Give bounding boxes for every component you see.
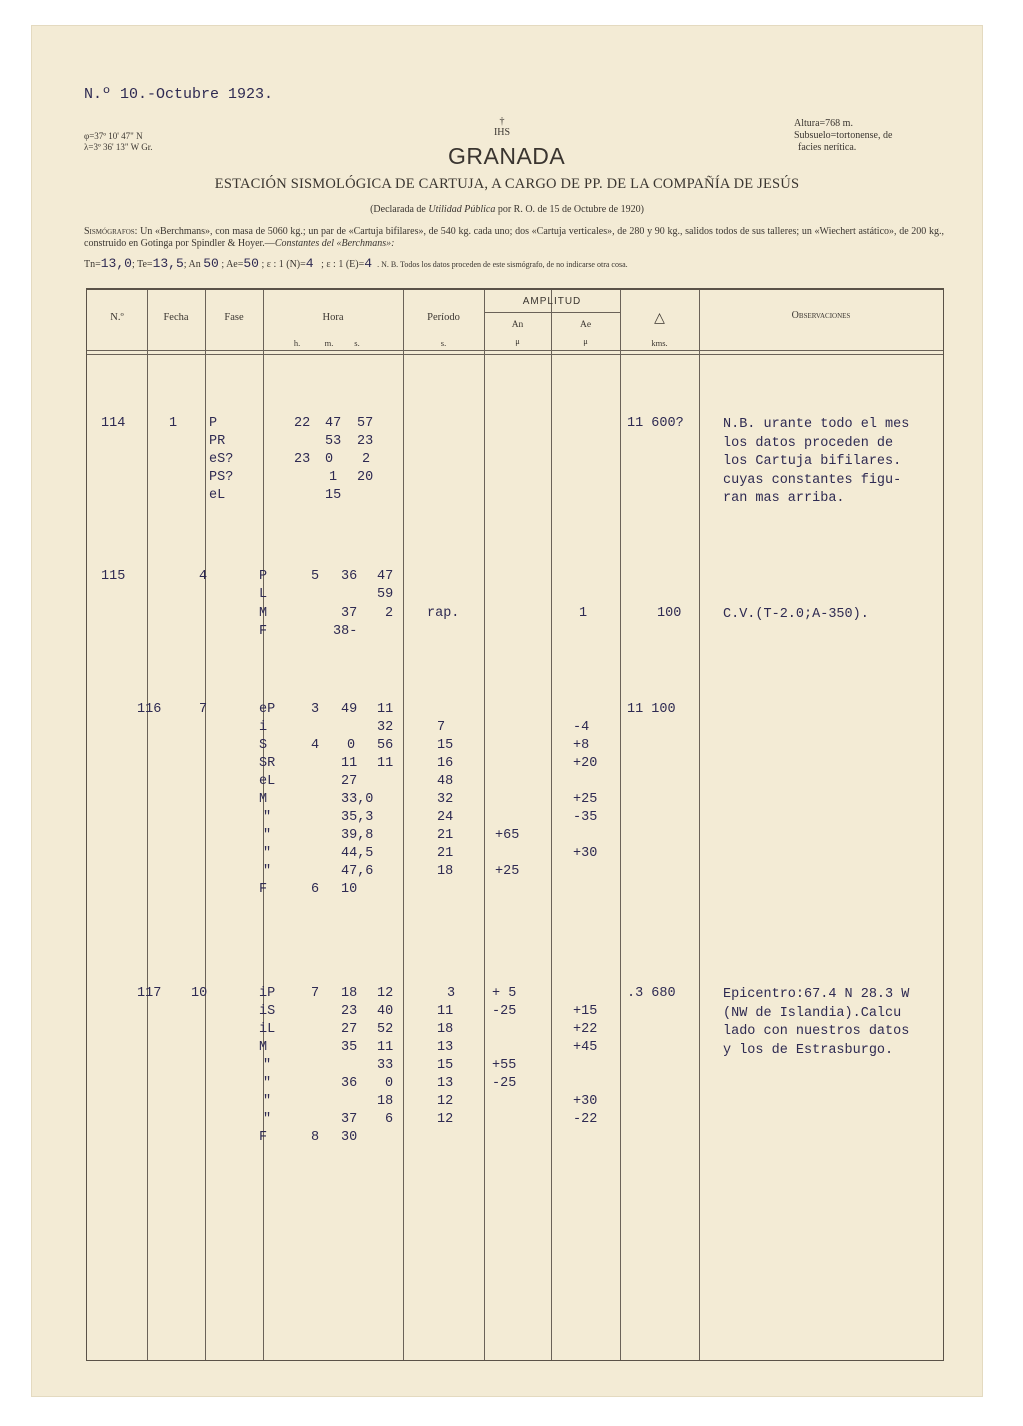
amplitude-n: -25 — [492, 1076, 517, 1091]
phase: " — [263, 1094, 272, 1109]
amplitude-e: +22 — [573, 1022, 598, 1037]
quake-date: 10 — [191, 986, 208, 1001]
city-title: GRANADA — [448, 143, 566, 169]
unit-an: μ — [515, 336, 520, 346]
phase: PR — [209, 434, 226, 449]
col-fecha: Fecha — [163, 312, 189, 323]
phase: iP — [259, 986, 276, 1001]
quake-distance: 100 — [657, 606, 682, 621]
hour: 22 — [294, 416, 311, 431]
quake-date: 4 — [199, 569, 208, 584]
observation-block — [723, 569, 869, 625]
period: 3 — [447, 986, 456, 1001]
observation-line: los datos proceden de — [723, 435, 894, 451]
phase: SR — [259, 756, 276, 771]
tn-value: 13,0 — [100, 256, 132, 271]
period: 7 — [437, 720, 446, 735]
minute: 11 — [341, 756, 358, 771]
phase: L — [259, 587, 268, 602]
ae-label: ; Ae= — [221, 259, 244, 270]
second: 12 — [377, 986, 394, 1001]
seismic-table — [86, 288, 944, 1361]
amplitude-n: + 5 — [492, 986, 517, 1001]
second: 23 — [357, 434, 374, 449]
period: 15 — [437, 1058, 454, 1073]
ee-label: ; ε : 1 (E)= — [321, 259, 365, 270]
phase: M — [259, 606, 268, 621]
phase: " — [263, 828, 272, 843]
latitude: φ=37º 10' 47" N — [84, 131, 143, 141]
second: 32 — [377, 720, 394, 735]
phase: " — [263, 864, 272, 879]
second: 11 — [377, 702, 394, 717]
period: 48 — [437, 774, 454, 789]
second: 0 — [385, 1076, 394, 1091]
minute: 27 — [341, 774, 358, 789]
minute: 27 — [341, 1022, 358, 1037]
constants-line — [84, 256, 628, 271]
observation-line: ran mas arriba. — [723, 491, 845, 506]
minute: 49 — [341, 702, 358, 717]
col-ae: Ae — [579, 320, 592, 330]
ee-value: 4 — [364, 256, 373, 271]
quake-distance: 11 100 — [627, 702, 676, 717]
quake-number: 114 — [101, 416, 126, 431]
declaration-suffix: por R. O. de 15 de Octubre de 1920) — [495, 204, 644, 215]
hour: 4 — [311, 738, 320, 753]
second: 57 — [357, 416, 374, 431]
period: 16 — [437, 756, 454, 771]
declaration-italic: Utilidad Pública — [428, 204, 496, 215]
instruments-body: Un «Berchmans», con masa de 5060 kg.; un par de «Cartuja bifilares», de 540 kg. cada uno; dos «Cartuja verticales», de 280 y 90 kg., salidos todos de sus talleres; un «Wiechert astático», de 200 kg., construido en Gotinga por Spindler & Hoyer.— — [84, 226, 944, 249]
declaration-prefix: (Declarada de — [370, 204, 429, 215]
second: 47 — [377, 569, 394, 584]
phase: i — [259, 720, 268, 735]
minute: 10 — [341, 882, 358, 897]
phase: M — [259, 792, 268, 807]
note: . N. B. Todos los datos proceden de este sismógrafo, de no indicarse otra cosa. — [377, 260, 628, 269]
site-info — [794, 118, 892, 154]
unit-h: h. — [293, 338, 301, 348]
observation-line: (NW de Islandia).Calcu — [723, 1005, 902, 1021]
unit-s: s. — [354, 338, 360, 348]
col-line — [551, 290, 552, 1360]
minute: 35 — [341, 1040, 358, 1055]
col-line — [699, 290, 700, 1360]
col-line — [484, 290, 485, 1360]
te-label: ; Te= — [131, 259, 153, 270]
col-line — [620, 290, 621, 1360]
col-periodo: Período — [427, 312, 460, 323]
phase: S — [259, 738, 268, 753]
header-bottom-line-2 — [87, 354, 943, 355]
ihs-emblem — [472, 116, 532, 138]
amplitude-e: -35 — [573, 810, 598, 825]
minute: 23 — [341, 1004, 358, 1019]
phase: iL — [259, 1022, 276, 1037]
second: 6 — [385, 1112, 394, 1127]
unit-ae: μ — [583, 336, 588, 346]
phase: eS? — [209, 452, 234, 467]
phase: " — [263, 1076, 272, 1091]
delta-icon: △ — [654, 311, 665, 326]
minute: 15 — [325, 488, 342, 503]
period: 15 — [437, 738, 454, 753]
altitude: Altura=768 m. — [794, 118, 853, 129]
minute: 53 — [325, 434, 342, 449]
phase: " — [263, 1058, 272, 1073]
amplitude-e: +25 — [573, 792, 598, 807]
instruments-label: Sismógrafos: — [84, 226, 138, 237]
col-an: An — [511, 320, 524, 330]
observation-line — [723, 569, 869, 588]
col-fase: Fase — [224, 312, 244, 323]
minute: 30 — [341, 1130, 358, 1145]
quake-date: 7 — [199, 702, 208, 717]
amplitude-e: -4 — [573, 720, 590, 735]
header-bottom-line — [87, 350, 943, 351]
quake-distance: 11 600? — [627, 416, 684, 431]
amplitude-e: +15 — [573, 1004, 598, 1019]
amplitude-n: -25 — [492, 1004, 517, 1019]
quake-date: 1 — [169, 416, 178, 431]
facies: facies nerítica. — [798, 142, 857, 153]
observation-line: lado con nuestros datos — [723, 1024, 910, 1039]
unit-periodo: s. — [440, 338, 447, 348]
observation-block — [723, 416, 909, 509]
cross-icon: † — [499, 116, 505, 127]
amplitude-e: +20 — [573, 756, 598, 771]
second: 11 — [377, 1040, 394, 1055]
hour: 8 — [311, 1130, 320, 1145]
phase: " — [263, 846, 272, 861]
document-sheet — [32, 26, 982, 1396]
hour: 3 — [311, 702, 320, 717]
second: 20 — [357, 470, 374, 485]
amplitude-e: 1 — [579, 606, 588, 621]
minute: 37 — [341, 606, 358, 621]
col-line — [263, 290, 264, 1360]
minute: 47 — [325, 416, 342, 431]
coordinates — [84, 131, 152, 153]
amplitude-e: -22 — [573, 1112, 598, 1127]
instruments-text — [84, 226, 944, 250]
period: 18 — [437, 864, 454, 879]
col-amplitud: AMPLITUD — [522, 296, 582, 307]
hour: 23 — [294, 452, 311, 467]
col-line — [147, 290, 148, 1360]
period: 13 — [437, 1040, 454, 1055]
minute: 36 — [341, 569, 358, 584]
phase: P — [209, 416, 218, 431]
te-value: 13,5 — [152, 256, 184, 271]
minute: 33,0 — [341, 792, 374, 807]
minute: 36 — [341, 1076, 358, 1091]
period: rap. — [427, 606, 460, 621]
second: 2 — [362, 452, 371, 467]
hour: 6 — [311, 882, 320, 897]
second: 18 — [377, 1094, 394, 1109]
phase: PS? — [209, 470, 234, 485]
declaration — [32, 204, 982, 215]
observation-line: C.V.(T-2.0;A-350). — [723, 607, 869, 622]
period: 21 — [437, 846, 454, 861]
observation-line: y los de Estrasburgo. — [723, 1042, 894, 1058]
period: 12 — [437, 1094, 454, 1109]
an-value: 50 — [203, 256, 219, 271]
col-line — [403, 290, 404, 1360]
col-observaciones: Observaciones — [791, 310, 851, 321]
unit-kms: kms. — [651, 338, 668, 348]
phase: eL — [209, 488, 226, 503]
subsoil: Subsuelo=tortonense, de — [794, 130, 893, 141]
second: 59 — [377, 587, 394, 602]
col-no: N.º — [110, 312, 124, 323]
period: 11 — [437, 1004, 454, 1019]
observation-line — [723, 588, 869, 607]
phase: F — [259, 624, 268, 639]
minute: 35,3 — [341, 810, 374, 825]
hour: 7 — [311, 986, 320, 1001]
phase: F — [259, 1130, 268, 1145]
phase: eP — [259, 702, 276, 717]
phase: M — [259, 1040, 268, 1055]
col-hora: Hora — [322, 312, 344, 323]
en-value: 4 — [305, 256, 314, 271]
period: 21 — [437, 828, 454, 843]
amplitude-e: +45 — [573, 1040, 598, 1055]
en-label: ; ε : 1 (N)= — [261, 259, 306, 270]
period: 12 — [437, 1112, 454, 1127]
hour: 5 — [311, 569, 320, 584]
amplitude-n: +55 — [492, 1058, 517, 1073]
amplitude-e: +8 — [573, 738, 590, 753]
minute: 0 — [325, 452, 334, 467]
phase: iS — [259, 1004, 276, 1019]
second: 33 — [377, 1058, 394, 1073]
minute: 38- — [333, 624, 358, 639]
ae-value: 50 — [243, 256, 259, 271]
constants-title: Constantes del «Berchmans»: — [274, 238, 395, 249]
ihs-monogram: IHS — [493, 127, 511, 138]
amplitude-e: +30 — [573, 846, 598, 861]
observation-line: cuyas constantes figu- — [723, 472, 902, 488]
second: 40 — [377, 1004, 394, 1019]
period: 24 — [437, 810, 454, 825]
minute: 18 — [341, 986, 358, 1001]
minute: 39,8 — [341, 828, 374, 843]
second: 52 — [377, 1022, 394, 1037]
minute: 0 — [347, 738, 356, 753]
quake-distance: .3 680 — [627, 986, 676, 1001]
minute: 1 — [329, 470, 338, 485]
second: 2 — [385, 606, 394, 621]
an-label: ; An — [183, 259, 201, 270]
station-title: ESTACIÓN SISMOLÓGICA DE CARTUJA, A CARGO DE PP. DE LA COMPAÑÍA DE JESÚS — [214, 176, 800, 192]
period: 13 — [437, 1076, 454, 1091]
observation-line: N.B. urante todo el mes — [723, 417, 910, 432]
amplitude-n: +25 — [495, 864, 520, 879]
quake-number: 117 — [137, 986, 162, 1001]
observation-block — [723, 986, 909, 1060]
observation-line: Epicentro:67.4 N 28.3 W — [723, 987, 910, 1002]
observation-line: los Cartuja bifilares. — [723, 454, 902, 469]
minute: 37 — [341, 1112, 358, 1127]
second: 56 — [377, 738, 394, 753]
quake-number: 116 — [137, 702, 162, 717]
amplitud-divider — [484, 312, 620, 313]
phase: P — [259, 569, 268, 584]
col-line — [205, 290, 206, 1360]
phase: F — [259, 882, 268, 897]
document-number: N.º 10.-Octubre 1923. — [84, 86, 274, 103]
phase: eL — [259, 774, 276, 789]
unit-m: m. — [324, 338, 334, 348]
minute: 44,5 — [341, 846, 374, 861]
minute: 47,6 — [341, 864, 374, 879]
amplitude-e: +30 — [573, 1094, 598, 1109]
phase: " — [263, 1112, 272, 1127]
longitude: λ=3º 36' 13" W Gr. — [84, 142, 153, 152]
period: 18 — [437, 1022, 454, 1037]
second: 11 — [377, 756, 394, 771]
quake-number: 115 — [101, 569, 126, 584]
period: 32 — [437, 792, 454, 807]
amplitude-n: +65 — [495, 828, 520, 843]
phase: " — [263, 810, 272, 825]
tn-label: Tn= — [84, 259, 101, 270]
